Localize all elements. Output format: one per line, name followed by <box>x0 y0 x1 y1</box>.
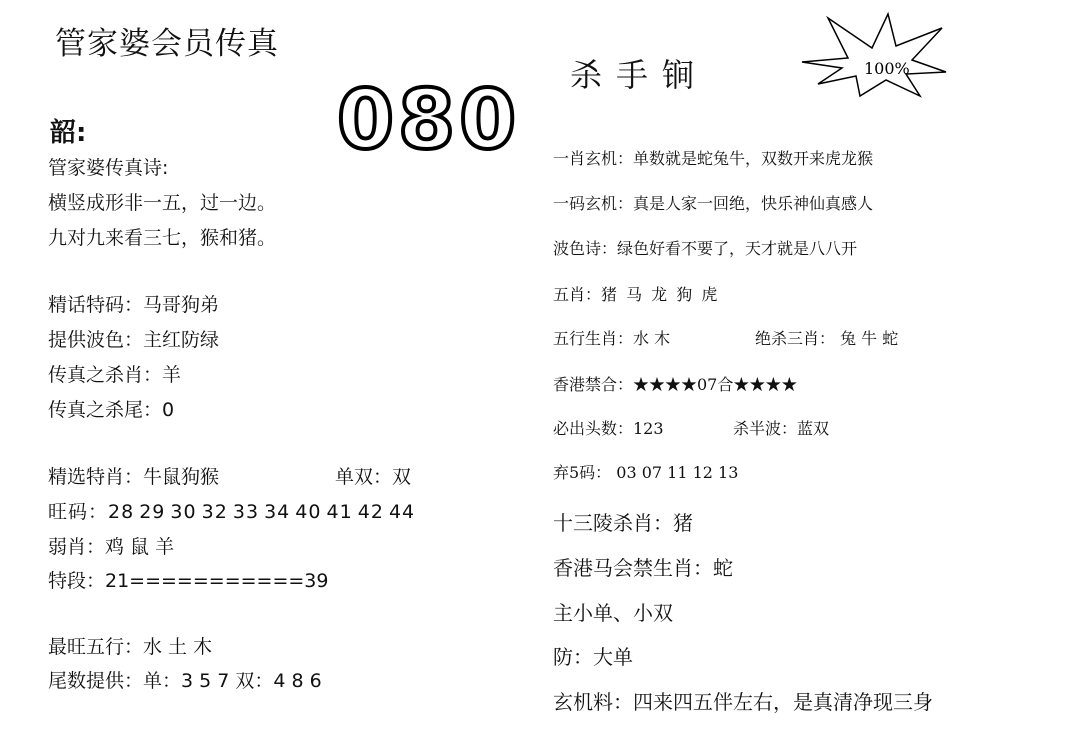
issue-number <box>335 73 521 168</box>
abandon-numbers: 弃5码： 03 07 11 12 13 <box>553 463 739 482</box>
starburst-icon <box>800 10 950 100</box>
poem-title: 管家婆传真诗: <box>48 157 169 179</box>
section-title: 杀手锏 <box>570 56 709 94</box>
starburst-badge <box>800 10 950 100</box>
clue-line: 一肖玄机：单数就是蛇兔牛，双数开来虎龙猴 <box>553 149 874 168</box>
five-elements: 五行生肖：水 木 <box>553 329 671 348</box>
issue-number-outline <box>335 73 521 168</box>
big-line: 防：大单 <box>553 645 633 669</box>
odd-even: 单双：双 <box>335 466 412 488</box>
info-line: 传真之杀肖：羊 <box>48 364 182 386</box>
page-title: 管家婆会员传真 <box>55 26 279 62</box>
hk-ban: 香港禁合：★★★★07合★★★★ <box>553 375 798 394</box>
svg-text:080: 080 <box>337 73 521 168</box>
svg-text:100%: 100% <box>864 59 910 78</box>
five-zodiac: 五肖：猪 马 龙 狗 虎 <box>553 285 718 304</box>
poem-line: 九对九来看三七，猴和猪。 <box>48 227 277 249</box>
big-line: 香港马会禁生肖：蛇 <box>553 556 733 580</box>
info-line: 传真之杀尾：0 <box>48 399 175 421</box>
best-element: 最旺五行：水 土 木 <box>48 636 213 658</box>
clue-line: 一码玄机：真是人家一回绝，快乐神仙真感人 <box>553 194 874 213</box>
issue-label: 韶: <box>50 118 87 148</box>
kill-three: 绝杀三肖： 兔 牛 蛇 <box>755 329 899 348</box>
clue-line: 波色诗：绿色好看不要了，天才就是八八开 <box>553 239 858 258</box>
pick-zodiac: 精选特肖：牛鼠狗猴 <box>48 466 220 488</box>
big-line: 十三陵杀肖：猪 <box>553 511 693 535</box>
big-line: 主小单、小双 <box>553 601 673 625</box>
special-range: 特段：21===========39 <box>48 570 329 592</box>
info-line: 提供波色：主红防绿 <box>48 329 220 351</box>
poem-line: 横竖成形非一五，过一边。 <box>48 192 277 214</box>
tail-numbers: 尾数提供：单：3 5 7 双：4 8 6 <box>48 670 322 692</box>
weak-zodiac: 弱肖：鸡 鼠 羊 <box>48 536 175 558</box>
must-head: 必出头数：123 <box>553 419 664 438</box>
info-line: 精话特码：马哥狗弟 <box>48 294 220 316</box>
kill-half: 杀半波：蓝双 <box>733 419 830 438</box>
big-line: 玄机料：四来四五伴左右，是真清净现三身 <box>553 690 933 714</box>
hot-numbers: 旺码：28 29 30 32 33 34 40 41 42 44 <box>48 501 416 523</box>
